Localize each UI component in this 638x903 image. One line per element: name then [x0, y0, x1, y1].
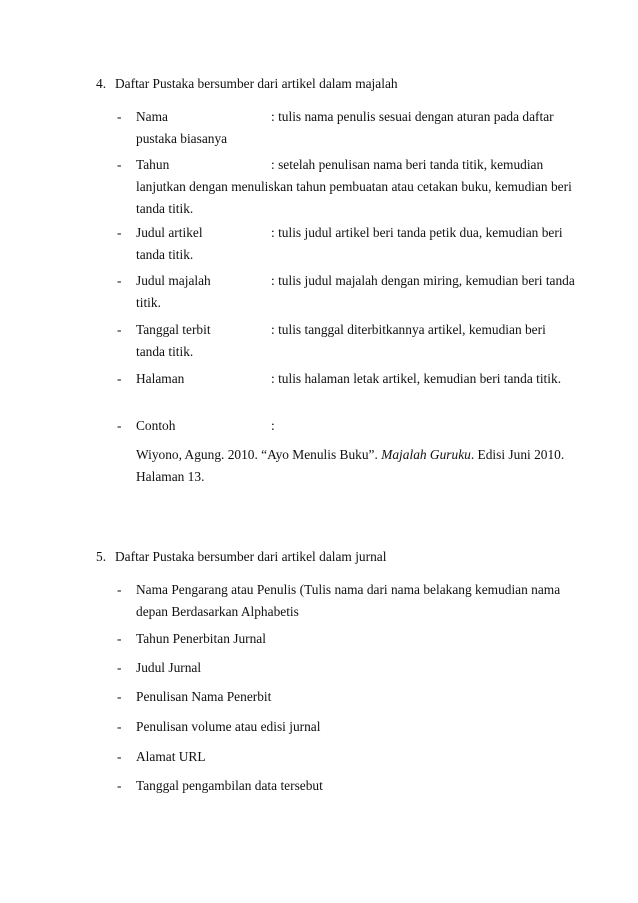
section-4-number: 4. — [96, 76, 107, 91]
item-text: : tulis halaman letak artikel, kemudian beri tanda titik. — [271, 371, 562, 386]
list-dash: - — [117, 371, 122, 386]
section-4-item-halaman — [117, 368, 577, 390]
section-5-item-judul-jurnal — [117, 657, 577, 679]
section-5-title: Daftar Pustaka bersumber dari artikel dalam jurnal — [115, 549, 387, 564]
list-dash: - — [117, 631, 122, 646]
item-text: Penulisan volume atau edisi jurnal — [136, 719, 321, 734]
list-dash: - — [117, 322, 122, 337]
section-4-item-tanggal-terbit — [117, 319, 577, 363]
list-dash: - — [117, 749, 122, 764]
section-5-item-alamat-url — [117, 746, 577, 768]
list-dash: - — [117, 778, 122, 793]
item-label: Judul artikel — [136, 225, 203, 240]
section-4-item-judul-artikel — [117, 222, 577, 266]
list-dash: - — [117, 689, 122, 704]
section-5-item-nama-pengarang — [117, 579, 577, 623]
list-dash: - — [117, 109, 122, 124]
section-4-title: Daftar Pustaka bersumber dari artikel dalam majalah — [115, 76, 398, 91]
section-5-item-nama-penerbit — [117, 686, 577, 708]
example-text-start: Wiyono, Agung. 2010. “Ayo Menulis Buku”. — [136, 447, 382, 462]
item-text: : setelah penulisan nama beri tanda titik, kemudian lanjutkan dengan menuliskan tahun pembuatan atau cetakan buku, kemudian beri tanda titik. — [136, 157, 572, 216]
item-text: Tahun Penerbitan Jurnal — [136, 631, 266, 646]
example-text-end: . Edisi Juni 2010. Halaman 13. — [136, 447, 565, 484]
item-text: Nama Pengarang atau Penulis (Tulis nama dari nama belakang kemudian nama depan Berdasarkan Alphabetis — [136, 582, 561, 619]
section-4-item-nama — [117, 106, 577, 150]
example-journal-title: Majalah Guruku — [381, 447, 471, 462]
list-dash: - — [117, 582, 122, 597]
list-dash: - — [117, 660, 122, 675]
section-4-item-judul-majalah — [117, 270, 577, 314]
list-dash: - — [117, 225, 122, 240]
item-label: Halaman — [136, 371, 185, 386]
section-5-item-tahun-penerbitan — [117, 628, 577, 650]
list-dash: - — [117, 157, 122, 172]
item-text: : — [271, 418, 275, 433]
list-dash: - — [117, 418, 122, 433]
section-4-item-tahun — [117, 154, 577, 220]
list-dash: - — [117, 273, 122, 288]
item-text: Alamat URL — [136, 749, 206, 764]
section-4-item-contoh — [117, 415, 577, 437]
list-dash: - — [117, 719, 122, 734]
item-label: Contoh — [136, 418, 176, 433]
item-label: Nama — [136, 109, 168, 124]
item-label: Tanggal terbit — [136, 322, 211, 337]
citation-example — [136, 444, 576, 488]
section-5-item-volume — [117, 716, 577, 738]
item-text: Judul Jurnal — [136, 660, 202, 675]
item-label: Judul majalah — [136, 273, 211, 288]
item-text: : tulis tanggal diterbitkannya artikel, kemudian beri tanda titik. — [136, 322, 546, 359]
item-text: : tulis judul artikel beri tanda petik dua, kemudian beri tanda titik. — [136, 225, 563, 262]
item-label: Tahun — [136, 157, 170, 172]
item-text: Tanggal pengambilan data tersebut — [136, 778, 323, 793]
item-text: : tulis judul majalah dengan miring, kemudian beri tanda titik. — [136, 273, 575, 310]
item-text: : tulis nama penulis sesuai dengan aturan pada daftar pustaka biasanya — [136, 109, 554, 146]
section-4-heading — [96, 76, 398, 92]
section-5-item-tanggal-pengambilan — [117, 775, 577, 797]
section-5-number: 5. — [96, 549, 107, 564]
item-text: Penulisan Nama Penerbit — [136, 689, 272, 704]
section-5-heading — [96, 549, 386, 565]
